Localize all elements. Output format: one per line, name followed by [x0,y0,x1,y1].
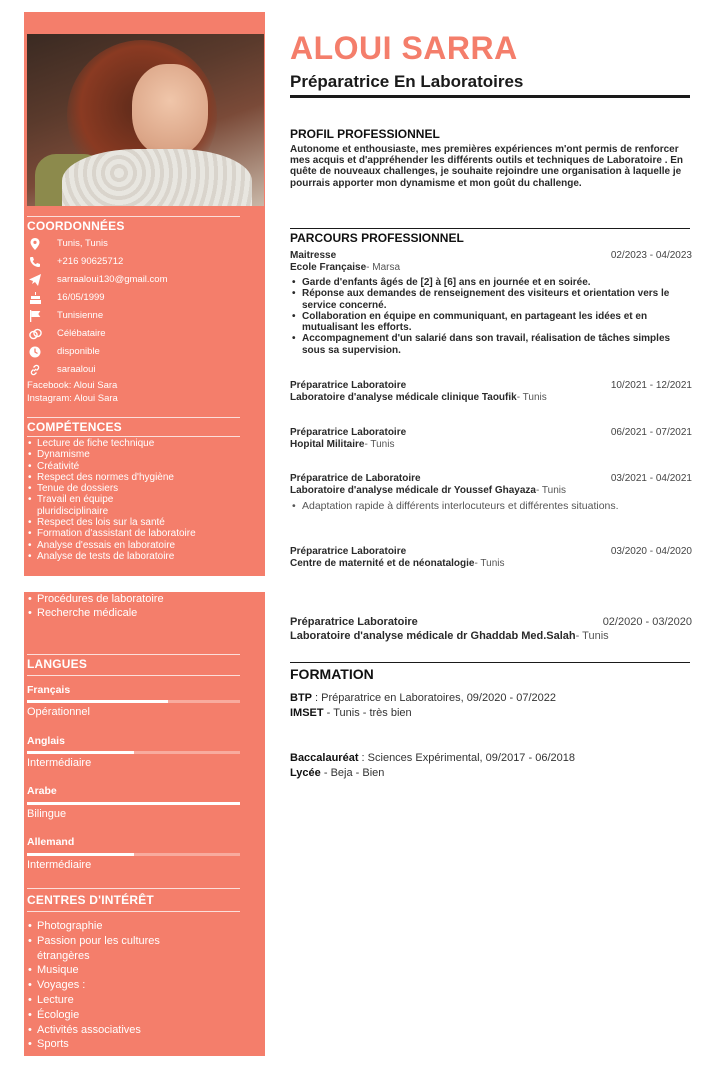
language-level: Intermédiaire [27,859,92,871]
list-item: • Passion pour les cultures étrangères [27,934,202,964]
education-degree: BTP [290,692,312,704]
list-item: • Réponse aux demandes de renseignement des visiteurs et orientation vers le service concerné. [290,288,695,311]
list-item: • Tenue de dossiers [27,483,252,494]
job-place: - Tunis [364,439,395,450]
education-degree: Baccalauréat [290,752,359,764]
instagram-text[interactable]: Instagram: Aloui Sara [27,393,118,404]
job-dates: 03/2020 - 04/2020 [610,546,692,557]
phone-icon [27,256,43,268]
job-org: Laboratoire d'analyse médicale dr Youssef Ghayaza [290,485,536,496]
interests-section-title: CENTRES D'INTÉRÊT [27,893,154,907]
language-level-bar [27,700,240,703]
skills-list-continued [27,592,252,620]
education-section-title: FORMATION [290,666,374,682]
list-item: • Musique [27,963,202,978]
divider [290,662,690,663]
list-item: • Respect des lois sur la santé [27,517,252,528]
job-place: - Tunis [575,630,609,642]
sidebar-bottom [24,592,265,1056]
education-school-line [290,767,384,779]
education-school-line [290,707,412,719]
list-item: • Voyages : [27,978,202,993]
clock-icon [27,346,43,358]
language-name: Français [27,684,71,696]
job-title: Préparatrice Laboratoire [290,616,418,628]
list-item: • Activités associatives [27,1023,202,1038]
profile-text: Autonome et enthousiaste, mes premières expériences m'ont permis de renforcer mes acquis et d'appréhender les différents outils et techniques de Laboratoire . En quête de nouveaux challenges, je souhaite rejoindre une organisation à laquelle je pourrais apporter mon dynamisme et mon goût du challenge. [290,144,684,189]
candidate-role: Préparatrice En Laboratoires [290,72,524,91]
skills-list [27,438,252,562]
contact-birthdate: 16/05/1999 [27,290,105,305]
job-org-line [290,262,692,273]
sidebar-top [24,12,265,576]
language-level: Opérationnel [27,706,90,718]
list-item: • Recherche médicale [27,606,252,620]
profile-section-title: PROFIL PROFESSIONNEL [290,127,440,141]
list-item: • Lecture de fiche technique [27,438,252,449]
list-item: • Créativité [27,461,252,472]
divider [290,228,690,229]
job-dates: 03/2021 - 04/2021 [610,473,692,484]
job-title: Maitresse [290,250,337,261]
job-org: Laboratoire d'analyse médicale dr Ghaddab Med.Salah [290,630,576,642]
job-org-line [290,558,692,569]
job-place: - Marsa [366,262,401,273]
divider [27,911,240,912]
job-org-line [290,392,692,403]
list-item: • Adaptation rapide à différents interlocuteurs et différentes situations. [290,500,690,512]
education-school-detail: - Beja - Bien [320,767,385,779]
education-detail: : Préparatrice en Laboratoires, 09/2020 - 07/2022 [312,692,556,704]
job-dates: 02/2023 - 04/2023 [610,250,692,261]
job-org: Centre de maternité et de néonatalogie [290,558,475,569]
divider [27,216,240,217]
education-degree-line [290,752,575,764]
job-header [290,380,692,391]
list-item: • Travail en équipe pluridisciplinaire [27,494,177,517]
list-item: • Accompagnement d'un salarié dans son travail, réalisation de tâches simples sous sa supervision. [290,333,695,356]
list-item: • Collaboration en équipe en communiquant, en partageant les idées et en mutualisant les efforts. [290,311,695,334]
location-pin-icon [27,238,43,250]
list-item: • Écologie [27,1008,202,1023]
candidate-name: ALOUI SARRA [290,30,518,66]
job-org-line [290,630,692,642]
education-school-detail: - Tunis - très bien [323,707,412,719]
list-item: • Garde d'enfants âgés de [2] à [6] ans en journée et en soirée. [290,277,695,288]
list-item: • Dynamisme [27,449,252,460]
divider [27,888,240,889]
facebook-text[interactable]: Facebook: Aloui Sara [27,380,118,391]
language-level-bar [27,802,240,805]
job-header [290,473,692,484]
job-header [290,427,692,438]
list-item: • Sports [27,1037,202,1052]
job-header [290,250,692,261]
education-detail: : Sciences Expérimental, 09/2017 - 06/2018 [358,752,575,764]
language-name: Arabe [27,785,57,797]
language-level: Bilingue [27,808,67,820]
languages-section-title: LANGUES [27,657,88,671]
language-level-bar [27,853,240,856]
job-bullets [290,500,690,512]
job-dates: 10/2021 - 12/2021 [610,380,692,391]
flag-icon [27,310,43,322]
job-title: Préparatrice Laboratoire [290,546,407,557]
skills-section-title: COMPÉTENCES [27,420,122,434]
contact-email[interactable]: sarraaloui130@gmail.com [27,272,168,287]
list-item: • Formation d'assistant de laboratoire [27,528,217,539]
job-dates: 06/2021 - 07/2021 [610,427,692,438]
job-org-line [290,485,692,496]
list-item: • Respect des normes d'hygiène [27,472,252,483]
job-place: - Tunis [536,485,567,496]
list-item: • Analyse de tests de laboratoire [27,551,252,562]
contact-website[interactable]: saraaloui [27,362,96,377]
education-degree-line [290,692,556,704]
language-name: Anglais [27,735,65,747]
language-name: Allemand [27,836,75,848]
contact-marital-status: Célébataire [27,326,106,341]
profile-photo [27,34,264,206]
job-org: Ecole Française [290,262,367,273]
job-header [290,546,692,557]
list-item: • Photographie [27,919,202,934]
language-level: Intermédiaire [27,757,92,769]
job-title: Préparatrice Laboratoire [290,427,407,438]
job-place: - Tunis [474,558,505,569]
list-item: • Lecture [27,993,202,1008]
job-org-line [290,439,692,450]
divider [27,417,240,418]
header-divider [290,95,690,98]
job-header [290,616,692,628]
link-icon [27,364,43,376]
contact-section-title: COORDONNÉES [27,219,125,233]
contact-location: Tunis, Tunis [27,236,108,251]
job-place: - Tunis [516,392,547,403]
job-org: Laboratoire d'analyse médicale clinique Taoufik [290,392,517,403]
interests-list [27,919,202,1052]
job-bullets [290,277,695,356]
language-level-bar [27,751,240,754]
send-icon [27,274,43,286]
birthday-cake-icon [27,292,43,304]
job-title: Préparatrice de Laboratoire [290,473,421,484]
job-title: Préparatrice Laboratoire [290,380,407,391]
contact-phone[interactable]: +216 90625712 [27,254,123,269]
career-section-title: PARCOURS PROFESSIONNEL [290,231,464,245]
contact-availability: disponible [27,344,100,359]
rings-icon [27,328,43,340]
job-org: Hopital Militaire [290,439,365,450]
divider [27,654,240,655]
list-item: • Procédures de laboratoire [27,592,252,606]
contact-nationality: Tunisienne [27,308,103,323]
divider [27,436,240,437]
list-item: • Analyse d'essais en laboratoire [27,540,252,551]
education-school: IMSET [290,707,324,719]
education-school: Lycée [290,767,321,779]
divider [27,675,240,676]
job-dates: 02/2020 - 03/2020 [602,616,692,628]
